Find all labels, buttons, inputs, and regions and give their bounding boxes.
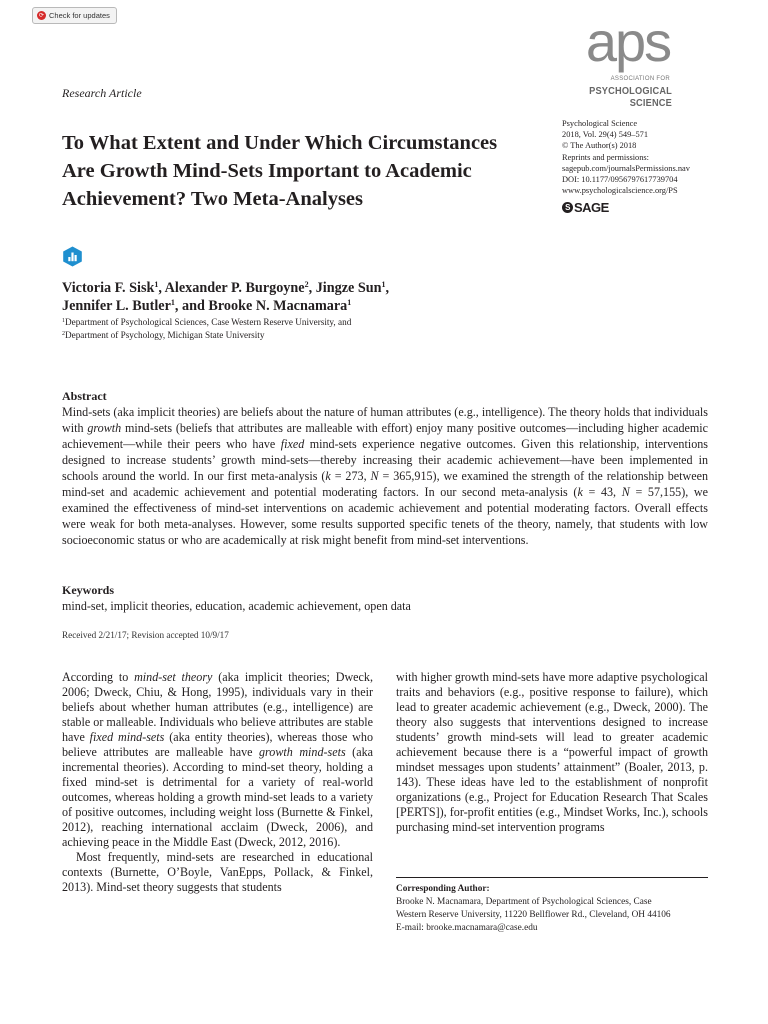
affiliation-line	[62, 316, 351, 329]
affiliation-text: Department of Psychological Sciences, Case Western Reserve University, and	[65, 317, 352, 327]
abstract-text: mind-sets (beliefs that attributes are malleable with effort) enjoy many positive outcomes—including higher academic achievement—while their peers who have	[62, 421, 708, 451]
corresponding-author-line: Brooke N. Macnamara, Department of Psychological Sciences, Case	[396, 897, 652, 907]
abstract-text-italic: k	[325, 469, 331, 483]
volume-info: 2018, Vol. 29(4) 549–571	[562, 130, 649, 140]
affiliation-marker: 1	[381, 280, 386, 289]
body-column-right	[396, 670, 708, 835]
abstract-text-italic: k	[577, 485, 583, 499]
open-data-badge-icon[interactable]	[62, 246, 83, 267]
journal-name: Psychological Science	[562, 119, 638, 128]
body-text: (aka implicit theories; Dweck, 2006; Dweck, Chiu, & Hong, 1995), individuals vary in their beliefs about whether human attributes (e.g., intelligence) are stable or malleable. Individuals who believe attributes are stable have	[62, 670, 373, 744]
author-name: ,	[385, 280, 390, 296]
abstract-body	[62, 404, 708, 548]
corresponding-author-line: Western Reserve University, 11220 Bellflower Rd., Cleveland, OH 44106	[396, 910, 671, 920]
author-name: , Jingze Sun	[308, 280, 382, 296]
aps-logo-psychological-science: PSYCHOLOGICAL SCIENCE	[589, 85, 672, 109]
body-text: (aka incremental theories). According to mind-set theory, holding a fixed mind-set is detrimental for a variety of real-world outcomes, whereas holding a growth mind-set leads to a variety of positive outcomes, including weight loss (Burnette & Finkel, 2012), reaching international acclaim (Dweck, 2006), and achieving peace in the Middle East (Dweck, 2012, 2016).	[62, 745, 373, 849]
publication-info	[562, 118, 690, 196]
article-title: To What Extent and Under Which Circumstances Are Growth Mind-Sets Important to Academic Achievement? Two Meta-Analyses	[62, 132, 498, 210]
author-name: Victoria F. Sisk	[62, 280, 155, 296]
sage-wordmark: SAGE	[574, 200, 609, 215]
affiliation-marker: 2	[304, 280, 309, 289]
reprints-label: Reprints and permissions:	[562, 152, 650, 162]
sage-logo	[562, 200, 609, 215]
corresponding-author-heading: Corresponding Author:	[396, 884, 490, 894]
author-line-2	[62, 297, 522, 315]
abstract-text: = 43,	[582, 485, 622, 499]
affiliation-marker: 1	[154, 280, 159, 289]
check-for-updates-label: Check for updates	[49, 11, 110, 20]
body-text: Most frequently, mind-sets are researched in educational contexts (Burnette, O’Boyle, VanEpps, Pollack, & Finkel, 2013). Mind-set theory suggests that students	[62, 850, 373, 894]
author-name: Jennifer L. Butler	[62, 298, 171, 314]
doi[interactable]: DOI: 10.1177/0956797617739704	[562, 175, 678, 185]
abstract-text: Mind-sets (aka implicit theories) are beliefs about the nature of human attributes (e.g., intelligence). The theory holds that individuals with	[62, 405, 708, 435]
sage-s-icon: S	[562, 202, 573, 213]
keywords: mind-set, implicit theories, education, academic achievement, open data	[62, 599, 411, 613]
affiliation-marker: 1	[62, 318, 65, 324]
check-for-updates-badge[interactable]	[32, 7, 117, 24]
body-column-left	[62, 670, 373, 895]
author-name: , Alexander P. Burgoyne	[158, 280, 305, 296]
corresponding-author-divider	[396, 877, 708, 878]
abstract-text-italic: N	[621, 485, 630, 499]
affiliation-marker: 1	[347, 298, 352, 307]
affiliation-marker: 1	[170, 298, 175, 307]
body-text-italic: mind-set theory	[134, 670, 213, 684]
abstract-heading: Abstract	[62, 389, 107, 403]
keywords-heading: Keywords	[62, 583, 114, 597]
abstract-text: = 57,155), we examined the effectiveness of mind-set interventions on academic achievement and potential moderating factors. Overall effects were weak for both meta-analyses. However, some results supported specific tenets of the theory, namely, that students with low socioeconomic status or who are academically at risk might benefit from mind-set interventions.	[62, 485, 708, 547]
affiliation-marker: 2	[62, 331, 65, 337]
abstract-text-italic: growth	[87, 421, 122, 435]
abstract-text-italic: N	[370, 469, 379, 483]
affiliations	[62, 316, 351, 342]
permissions-link[interactable]: sagepub.com/journalsPermissions.nav	[562, 163, 690, 173]
aps-logo-association: ASSOCIATION FOR	[610, 76, 670, 82]
body-text: (aka entity theories), whereas those who believe attributes are malleable have	[62, 730, 373, 759]
update-refresh-icon: ⟳	[38, 13, 45, 19]
body-paragraph	[62, 670, 373, 850]
corresponding-author-email[interactable]: E-mail: brooke.macnamara@case.edu	[396, 923, 538, 933]
journal-website[interactable]: www.psychologicalscience.org/PS	[562, 186, 678, 196]
author-name: , and Brooke N. Macnamara	[174, 298, 348, 314]
body-paragraph	[62, 850, 373, 895]
received-dates: Received 2/21/17; Revision accepted 10/9/17	[62, 630, 229, 640]
author-list	[62, 279, 522, 315]
corresponding-author-box	[396, 883, 708, 935]
abstract-text: mind-sets experience negative outcomes. Given this relationship, interventions designed to increase students’ growth mind-sets—thereby increasing their academic achievement—have been implemented in schools around the world. In our first meta-analysis (	[62, 437, 708, 483]
author-line-1	[62, 279, 522, 297]
aps-logo-wordmark: aps	[585, 10, 671, 73]
abstract-text: = 365,915), we examined the strength of the relationship between mind-set and academic achievement and potential moderating factors. In our second meta-analysis (	[62, 469, 709, 499]
article-type: Research Article	[62, 86, 142, 100]
body-text-italic: fixed mind-sets	[89, 730, 165, 744]
body-text-italic: growth mind-sets	[259, 745, 346, 759]
abstract-text-italic: fixed	[280, 437, 305, 451]
affiliation-line	[62, 329, 351, 342]
affiliation-text: Department of Psychology, Michigan State University	[65, 330, 265, 340]
body-text: According to	[62, 670, 135, 684]
abstract-text: = 273,	[330, 469, 371, 483]
body-paragraph: with higher growth mind-sets have more adaptive psychological traits and behaviors (e.g., positive response to failure), which lead to greater academic achievement (e.g., Dweck, 2000). The theory also suggests that interventions designed to increase students’ growth mind-sets will lead to greater academic achievement because there is a “powerful impact of growth mindset messages upon students’ attainment” (Boaler, 2013, p. 143). These ideas have led to the establishment of nonprofit organizations (e.g., Project for Education Research That Scales [PERTS]), for-profit entities (e.g., Mindset Works, Inc.), schools purchasing mind-set intervention programs	[396, 670, 708, 834]
copyright: © The Author(s) 2018	[562, 141, 637, 151]
